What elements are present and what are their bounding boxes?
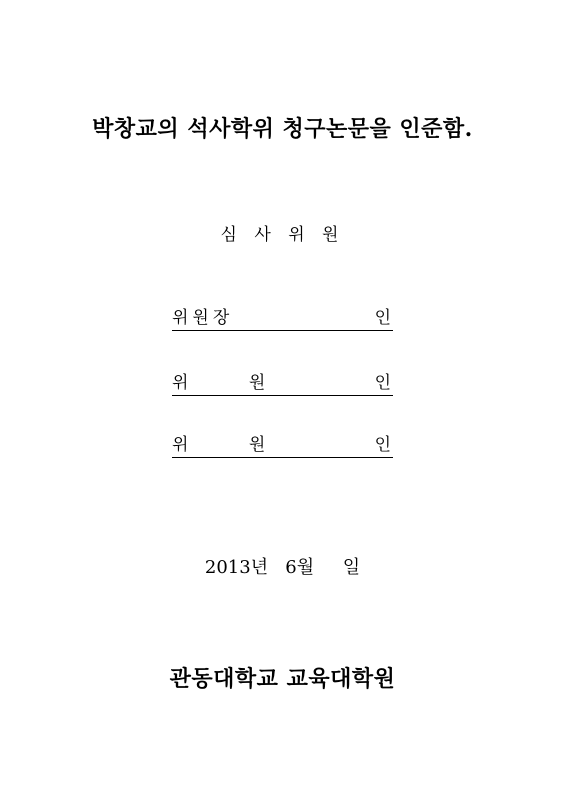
signature-role-member-1: 위 원 — [172, 373, 270, 393]
institution-name: 관동대학교 교육대학원 — [169, 666, 396, 692]
date-day: 일 — [342, 557, 361, 578]
signature-role-member-2: 위 원 — [172, 435, 270, 455]
signature-seal-member-2: 인 — [374, 435, 391, 455]
signature-role-chair: 위원장 — [172, 308, 234, 328]
approval-date — [0, 553, 565, 579]
committee-heading: 심 사 위 원 — [220, 225, 345, 245]
signature-line-member-2 — [172, 431, 393, 458]
signature-line-member-1 — [172, 369, 393, 396]
date-month: 6월 — [285, 557, 315, 578]
signature-line-chair — [172, 304, 393, 331]
approval-statement: 박창교의 석사학위 청구논문을 인준함. — [92, 116, 473, 142]
date-year: 2013년 — [204, 557, 269, 578]
signature-seal-member-1: 인 — [374, 373, 391, 393]
signature-seal-chair: 인 — [374, 308, 391, 328]
